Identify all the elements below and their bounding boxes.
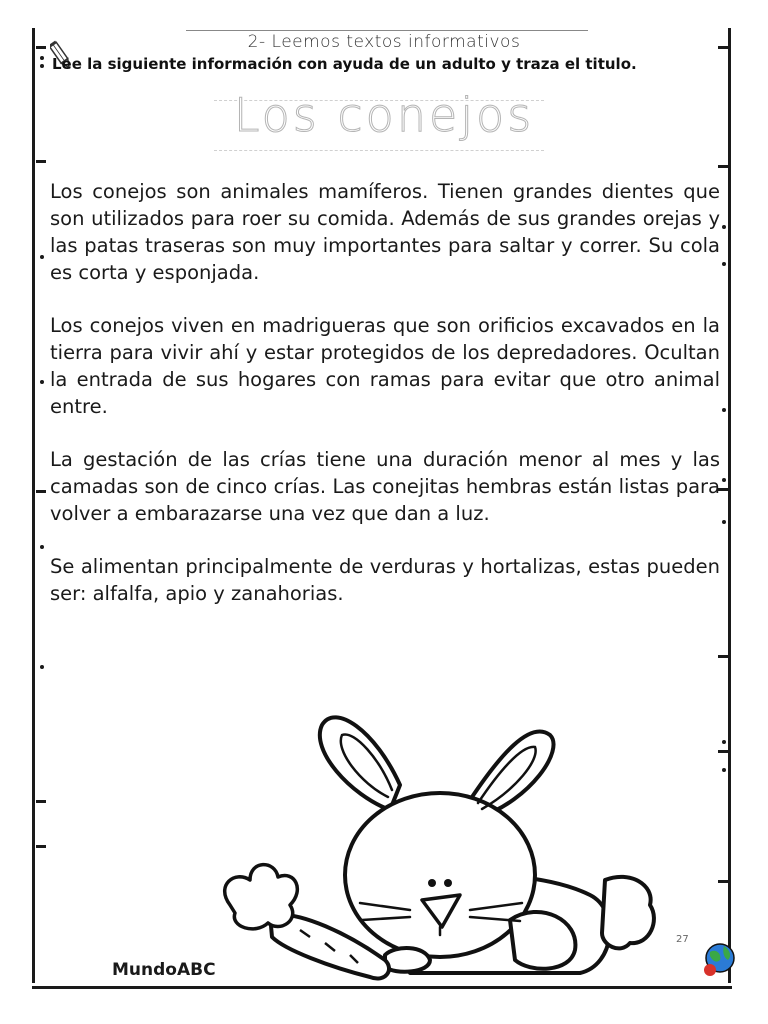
traceable-title[interactable]: Los conejos (233, 88, 535, 142)
border-dot (40, 255, 44, 259)
border-dot (722, 740, 726, 744)
brand-name: MundoABC (112, 960, 216, 980)
border-dot (722, 768, 726, 772)
page-number: 27 (676, 934, 689, 945)
border-tick (718, 655, 728, 658)
border-dot (722, 225, 726, 229)
section-subtitle: 2- Leemos textos informativos (247, 32, 521, 52)
left-border (32, 28, 35, 983)
reading-text (50, 178, 720, 633)
right-border (728, 28, 731, 983)
border-dot (40, 665, 44, 669)
border-tick (36, 845, 46, 848)
border-tick (718, 750, 728, 753)
border-tick (36, 800, 46, 803)
trace-guide-line (214, 150, 544, 151)
globe-logo (700, 936, 736, 980)
top-rule (186, 30, 588, 31)
border-dot (722, 262, 726, 266)
border-tick (718, 880, 728, 883)
border-dot (40, 56, 44, 60)
border-dot (722, 520, 726, 524)
paragraph: La gestación de las crías tiene una duración menor al mes y las camadas son de cinco crías. Las conejitas hembras están listas para volver a embarazarse una vez que dan a luz. (50, 448, 720, 525)
bunny-illustration (210, 705, 670, 990)
instruction-text: Lee la siguiente información con ayuda de un adulto y traza el titulo. (52, 55, 637, 73)
border-dot (722, 478, 726, 482)
border-tick (36, 160, 46, 163)
border-dot (40, 545, 44, 549)
paragraph: Los conejos viven en madrigueras que son orificios excavados en la tierra para vivir ahí y estar protegidos de los depredadores. Ocultan la entrada de sus hogares con ramas para evitar que otro animal entre. (50, 314, 720, 418)
border-tick (718, 165, 728, 168)
border-dot (40, 64, 44, 68)
border-tick (36, 490, 46, 493)
paragraph: Los conejos son animales mamíferos. Tienen grandes dientes que son utilizados para roer su comida. Además de sus grandes orejas y las patas traseras son muy importantes para saltar y correr. Su cola es corta y esponjada. (50, 180, 720, 284)
paragraph: Se alimentan principalmente de verduras y hortalizas, estas pueden ser: alfalfa, apio y zanahorias. (50, 555, 720, 605)
border-dot (722, 408, 726, 412)
border-dot (40, 380, 44, 384)
